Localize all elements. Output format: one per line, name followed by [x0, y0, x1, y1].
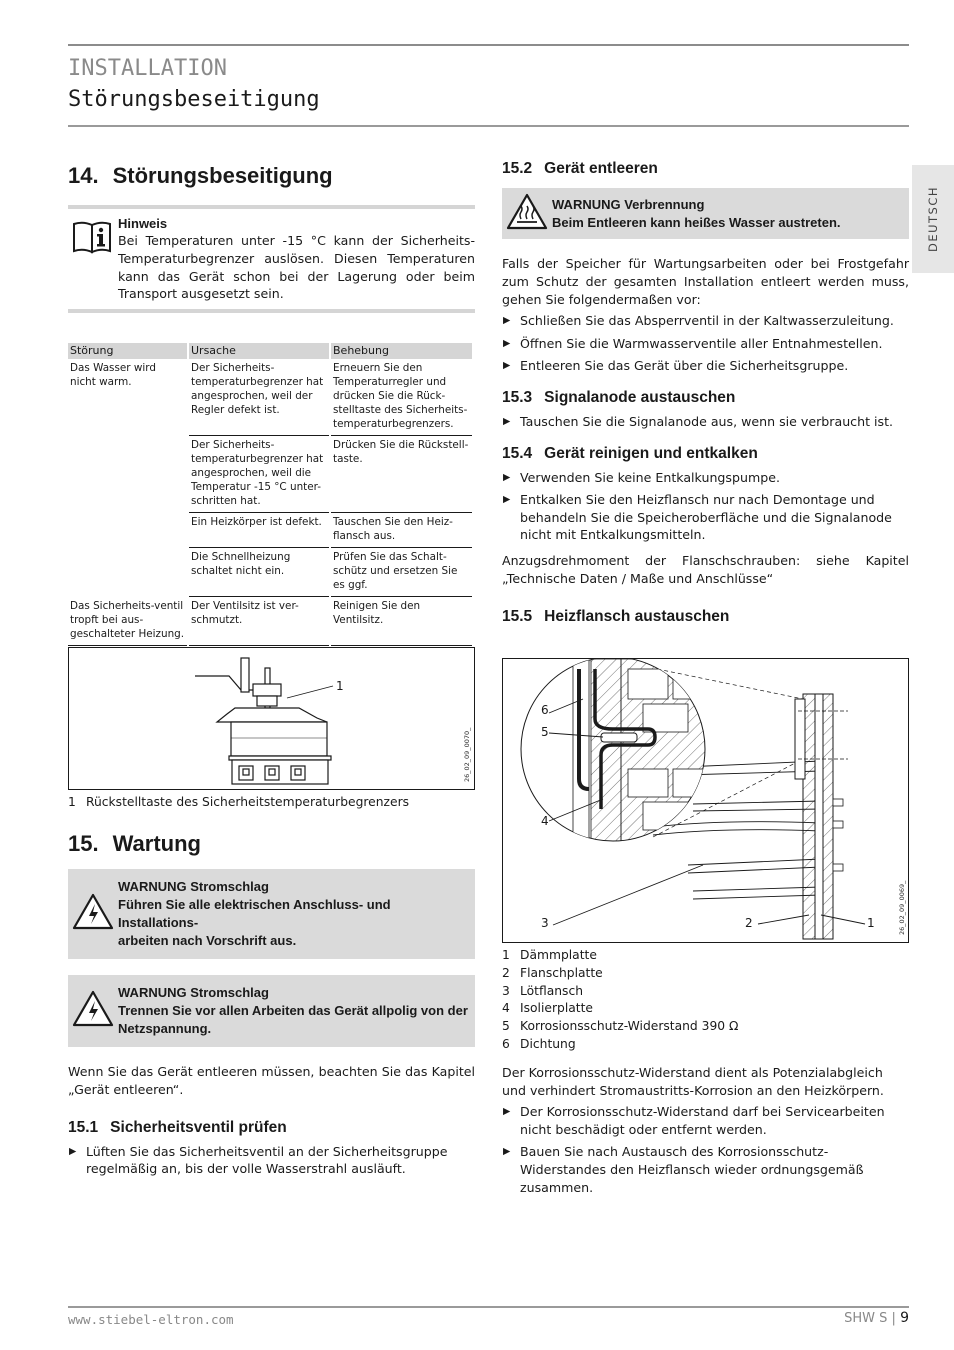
table-cell: Das Wasser wird nicht warm.	[70, 362, 156, 389]
callout-3: 3	[541, 916, 549, 930]
header-subtitle: Störungsbeseitigung	[68, 87, 320, 112]
table-row	[68, 597, 472, 646]
column-header: Ursache	[189, 343, 329, 359]
section-15-5-steps	[502, 1103, 909, 1196]
table-cell: Erneuern Sie den Temperaturregler und drücken Sie die Rück-stelltaste des Sicherheits-temperaturbegrenzers.	[331, 359, 472, 436]
maintenance-intro: Wenn Sie das Gerät entleeren müssen, beachten Sie das Kapitel „Gerät entleeren“.	[68, 1064, 475, 1097]
figure-code: 26_02_09_0070_	[463, 727, 471, 782]
callout-1: 1	[336, 679, 344, 693]
right-column	[502, 160, 909, 632]
note-text: Bei Temperaturen unter -15 °C kann der Sicherheits-Temperaturbegrenzer auslösen. Diesen Temperaturen kann das Gerät schon bei der Lagerung oder beim Transport ausgesetzt sein.	[118, 233, 475, 302]
section-15-4-heading: 15.4 Gerät reinigen und entkalken	[502, 444, 758, 462]
list-item: ▶ Verwenden Sie keine Entkalkungspumpe.	[502, 469, 909, 487]
table-cell: Der Sicherheits-temperaturbegrenzer hat angesprochen, weil die Temperatur -15 °C unter-schritten hat.	[189, 436, 329, 513]
legend-item: 4 Isolierplatte	[502, 1001, 593, 1016]
callout-6: 6	[541, 703, 549, 717]
section-15-1-heading: 15.1 Sicherheitsventil prüfen	[68, 1118, 287, 1136]
footer-url: www.stiebel-eltron.com	[68, 1312, 234, 1327]
warning-box-burn: WARNUNG Verbrennung Beim Entleeren kann heißes Wasser austreten.	[502, 188, 909, 239]
table-header-row	[68, 343, 472, 359]
header-rule-top	[68, 44, 909, 46]
troubleshooting-table	[68, 343, 472, 646]
torque-text: Anzugsdrehmoment der Flanschschrauben: siehe Kapitel „Technische Daten / Maße und Anschlüsse“	[502, 553, 909, 587]
hot-surface-icon	[506, 193, 548, 235]
list-item: ▶ Bauen Sie nach Austausch des Korrosionsschutz-Widerstandes den Heizflansch wieder ordnungsgemäß zusammen.	[502, 1143, 909, 1196]
section-15-4-steps	[502, 469, 909, 545]
callout-2: 2	[745, 916, 753, 930]
legend-item: 3 Lötflansch	[502, 983, 584, 998]
header-section: INSTALLATION	[68, 56, 227, 81]
table-cell: Prüfen Sie das Schalt-schütz und ersetzen Sie es ggf.	[331, 548, 472, 597]
chapter-15-heading: 15. Wartung	[68, 831, 201, 856]
list-item: ▶ Tauschen Sie die Signalanode aus, wenn sie verbraucht ist.	[502, 413, 909, 431]
legend-item: 2 Flanschplatte	[502, 965, 603, 980]
table-cell: Die Schnellheizung schaltet nicht ein.	[189, 548, 329, 597]
table-cell: Der Ventilsitz ist ver-schmutzt.	[189, 597, 329, 646]
list-item: ▶ Schließen Sie das Absperrventil in der Kaltwasserzuleitung.	[502, 312, 909, 330]
figure-legend: 1 Rückstelltaste des Sicherheitstemperaturbegrenzers	[68, 795, 410, 809]
figure-legend	[502, 947, 909, 1054]
drain-intro: Falls der Speicher für Wartungsarbeiten oder bei Frostgefahr zum Schutz der gesamten Installation entleert werden muss, gehen Sie folgendermaßen vor:	[502, 256, 909, 307]
electric-hazard-icon	[72, 893, 114, 935]
header-rule-bottom	[68, 125, 909, 127]
section-15-3-steps	[502, 413, 909, 431]
language-tab: DEUTSCH	[912, 165, 954, 273]
table-cell: Drücken Sie die Rückstell-taste.	[331, 436, 472, 513]
warning-box-electric-1: WARNUNG Stromschlag Führen Sie alle elektrischen Anschluss- und Installations- arbeiten nach Vorschrift aus.	[68, 869, 475, 959]
info-book-icon	[71, 220, 113, 258]
thermostat-drawing	[69, 648, 474, 789]
section-15-3-heading: 15.3 Signalanode austauschen	[502, 388, 736, 406]
list-item: ▶ Öffnen Sie die Warmwasserventile aller Entnahmestellen.	[502, 335, 909, 353]
table-cell: Das Sicherheits-ventil tropft bei aus-geschalteter Heizung.	[68, 597, 187, 646]
electric-hazard-icon	[72, 990, 114, 1032]
table-cell: Ein Heizkörper ist defekt.	[189, 513, 329, 548]
warning-box-electric-2: WARNUNG Stromschlag Trennen Sie vor allen Arbeiten das Gerät allpolig von der Netzspannung.	[68, 975, 475, 1047]
reset-button-figure	[68, 647, 475, 790]
chapter-14-heading: 14. Störungsbeseitigung	[68, 163, 333, 188]
callout-1: 1	[867, 916, 875, 930]
list-item: ▶ Lüften Sie das Sicherheitsventil an der Sicherheitsgruppe regelmäßig an, bis der volle Wasserstrahl ausläuft.	[68, 1143, 475, 1179]
table-cell: Tauschen Sie den Heiz-flansch aus.	[331, 513, 472, 548]
section-15-2-heading: 15.2 Gerät entleeren	[502, 160, 658, 177]
footer-page-info: SHW S | 9	[844, 1310, 909, 1326]
left-column	[68, 160, 475, 646]
table-row	[68, 359, 472, 436]
section-15-2-steps	[502, 312, 909, 374]
note-box	[68, 205, 475, 313]
list-item: ▶ Der Korrosionsschutz-Widerstand darf bei Servicearbeiten nicht beschädigt oder entfernt werden.	[502, 1103, 909, 1139]
callout-5: 5	[541, 725, 549, 739]
resistor-text: Der Korrosionsschutz-Widerstand dient als Potenzialabgleich und verhindert Stromaustritts-Korrosion an den Heizkörpern.	[502, 1064, 884, 1098]
column-header: Störung	[68, 343, 187, 359]
note-title: Hinweis	[118, 216, 168, 231]
section-15-1-steps	[68, 1143, 475, 1179]
footer-rule	[68, 1306, 909, 1308]
list-item: ▶ Entkalken Sie den Heizflansch nur nach Demontage und behandeln Sie die Speicheroberfläche und die Signalanode nicht mit Entkalkungsmitteln.	[502, 491, 909, 544]
legend-item: 1 Dämmplatte	[502, 948, 597, 962]
legend-item: 5 Korrosionsschutz-Widerstand 390 Ω	[502, 1019, 739, 1034]
list-item: ▶ Entleeren Sie das Gerät über die Sicherheitsgruppe.	[502, 357, 909, 375]
flange-legend-block	[502, 947, 909, 1201]
figure-code: 26_02_09_0069_	[898, 880, 906, 935]
heating-flange-drawing	[503, 659, 908, 942]
table-cell: Reinigen Sie den Ventilsitz.	[331, 597, 472, 646]
column-header: Behebung	[331, 343, 472, 359]
heating-flange-figure	[502, 658, 909, 943]
table-cell: Der Sicherheits-temperaturbegrenzer hat angesprochen, weil der Regler defekt ist.	[189, 359, 329, 436]
chapter-15-block	[68, 831, 475, 1183]
section-15-5-heading: 15.5 Heizflansch austauschen	[502, 607, 730, 625]
legend-item: 6 Dichtung	[502, 1036, 576, 1051]
callout-4: 4	[541, 814, 549, 828]
